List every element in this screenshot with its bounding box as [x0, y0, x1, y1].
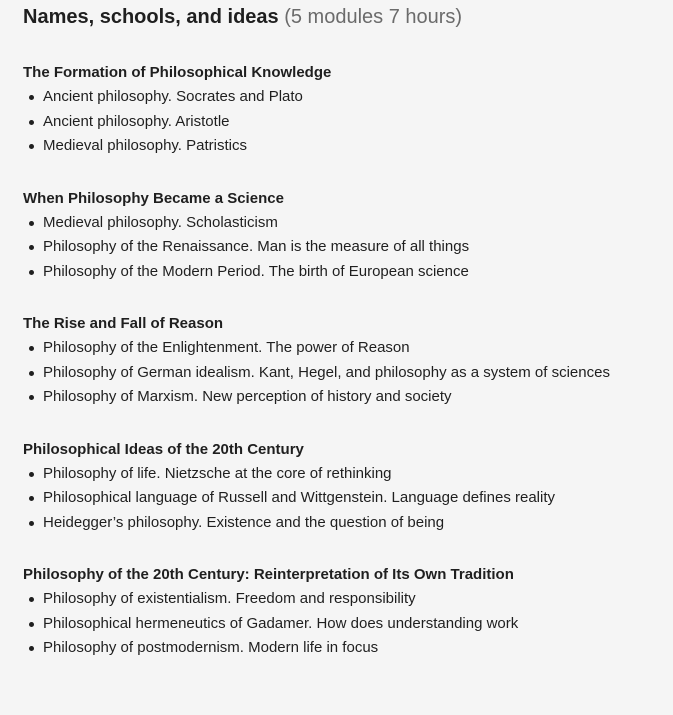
lesson-list [23, 336, 673, 410]
lesson-item: Philosophy of existentialism. Freedom and responsibility [23, 587, 673, 612]
lesson-item: Philosophy of postmodernism. Modern life in focus [23, 636, 673, 661]
lesson-item: Philosophy of the Enlightenment. The power of Reason [23, 336, 673, 361]
lesson-list [23, 587, 673, 661]
lesson-item: Philosophy of life. Nietzsche at the core of rethinking [23, 462, 673, 487]
lesson-item: Ancient philosophy. Socrates and Plato [23, 85, 673, 110]
lesson-list [23, 85, 673, 159]
lesson-item: Heidegger’s philosophy. Existence and the question of being [23, 511, 673, 536]
lesson-item: Ancient philosophy. Aristotle [23, 110, 673, 135]
module-3 [23, 314, 673, 410]
syllabus-heading [23, 4, 673, 31]
lesson-item: Philosophical hermeneutics of Gadamer. How does understanding work [23, 612, 673, 637]
lesson-item: Philosophy of the Modern Period. The birth of European science [23, 260, 673, 285]
module-5 [23, 565, 673, 661]
module-1 [23, 63, 673, 159]
lesson-item: Philosophy of German idealism. Kant, Hegel, and philosophy as a system of sciences [23, 361, 673, 386]
lesson-list [23, 211, 673, 285]
syllabus-title: Names, schools, and ideas [23, 6, 279, 28]
syllabus-meta: (5 modules 7 hours) [284, 6, 463, 28]
lesson-list [23, 462, 673, 536]
module-title: Philosophical Ideas of the 20th Century [23, 440, 304, 458]
course-syllabus [23, 4, 673, 661]
lesson-item: Philosophy of the Renaissance. Man is the measure of all things [23, 235, 673, 260]
module-2 [23, 189, 673, 285]
module-4 [23, 440, 673, 536]
lesson-item: Medieval philosophy. Scholasticism [23, 211, 673, 236]
lesson-item: Medieval philosophy. Patristics [23, 134, 673, 159]
module-title: When Philosophy Became a Science [23, 189, 284, 207]
lesson-item: Philosophical language of Russell and Wittgenstein. Language defines reality [23, 486, 673, 511]
lesson-item: Philosophy of Marxism. New perception of history and society [23, 385, 673, 410]
module-title: The Formation of Philosophical Knowledge [23, 64, 332, 81]
module-title: Philosophy of the 20th Century: Reinterpretation of Its Own Tradition [23, 566, 514, 583]
module-title: The Rise and Fall of Reason [23, 315, 224, 332]
